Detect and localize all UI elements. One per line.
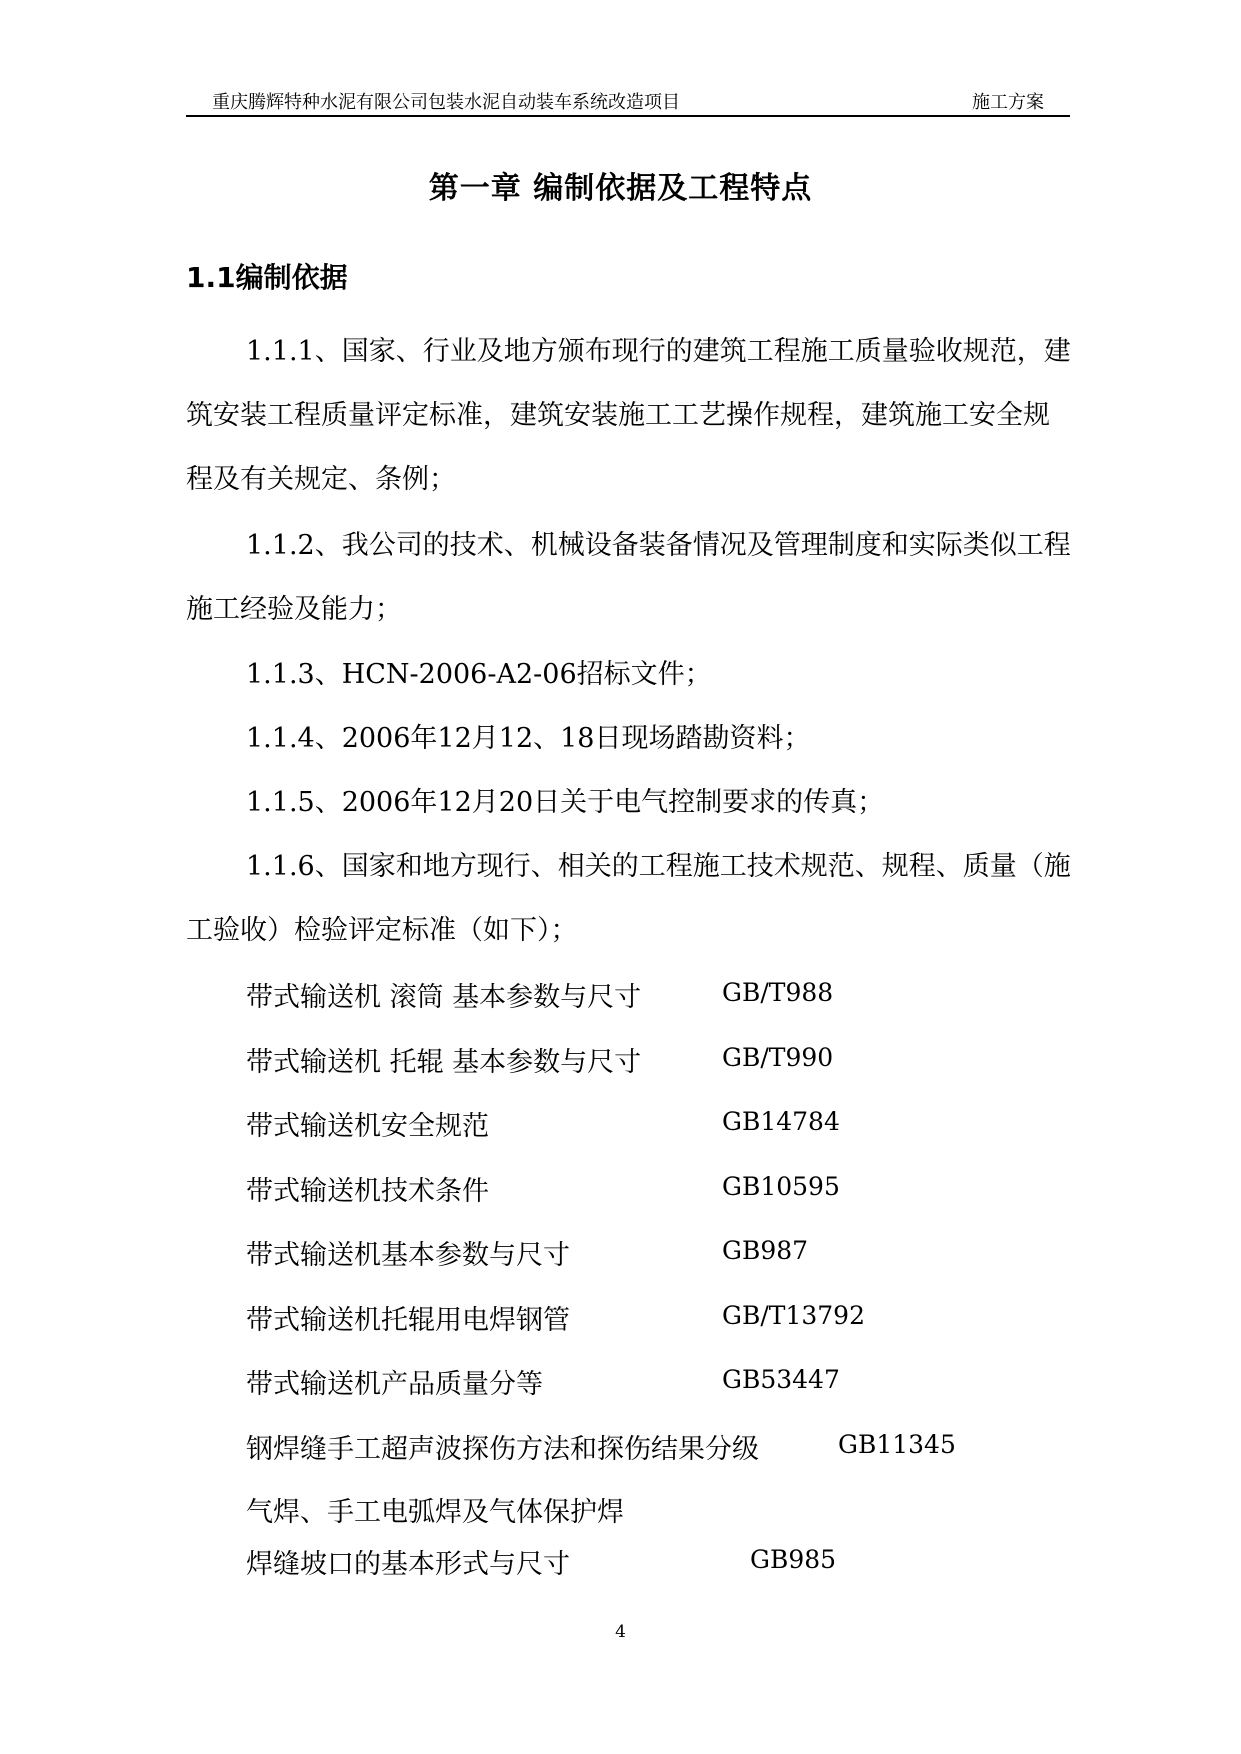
page-header-project: 重庆腾辉特种水泥有限公司包装水泥自动装车系统改造项目: [212, 92, 680, 113]
paragraph-1-1-1: [186, 320, 1076, 512]
standard-code: GB10595: [722, 1172, 840, 1201]
standard-name: 钢焊缝手工超声波探伤方法和探伤结果分级: [246, 1434, 759, 1465]
standard-name: 带式输送机托辊用电焊钢管: [246, 1305, 570, 1336]
standard-name: 气焊、手工电弧焊及气体保护焊: [246, 1497, 624, 1528]
chapter-title: 第一章 编制依据及工程特点: [428, 171, 813, 206]
standard-code: GB/T988: [722, 978, 834, 1007]
standard-name: 带式输送机 托辊 基本参数与尺寸: [246, 1047, 642, 1078]
standard-code: GB11345: [838, 1430, 956, 1459]
paragraph-1-1-2: [186, 514, 1076, 642]
standard-code: GB987: [722, 1236, 809, 1265]
standard-name: 带式输送机基本参数与尺寸: [246, 1240, 570, 1271]
standard-code: GB53447: [722, 1365, 840, 1394]
section-title: 1.1编制依据: [186, 261, 348, 294]
page-number: 4: [615, 1622, 626, 1642]
standard-name: 带式输送机 滚筒 基本参数与尺寸: [246, 982, 642, 1013]
standard-name: 带式输送机安全规范: [246, 1111, 489, 1142]
standard-code: GB14784: [722, 1107, 840, 1136]
standard-name: 带式输送机产品质量分等: [246, 1369, 543, 1400]
page-header-doc-type: 施工方案: [972, 92, 1044, 113]
paragraph-text: 1.1.3、HCN-2006-A2-06招标文件；: [246, 659, 712, 690]
standard-name: 焊缝坡口的基本形式与尺寸: [246, 1549, 570, 1580]
paragraph-text: 1.1.2、我公司的技术、机械设备装备情况及管理制度和实际类似工程施工经验及能力；: [186, 530, 1071, 625]
paragraph-text: 1.1.6、国家和地方现行、相关的工程施工技术规范、规程、质量（施工验收）检验评定标准（如下）；: [186, 851, 1071, 946]
standard-code: GB985: [750, 1545, 837, 1574]
standard-code: GB/T990: [722, 1043, 834, 1072]
standard-code: GB/T13792: [722, 1301, 865, 1330]
paragraph-1-1-4: [186, 707, 1076, 771]
paragraph-text: 1.1.1、国家、行业及地方颁布现行的建筑工程施工质量验收规范，建筑安装工程质量评定标准，建筑安装施工工艺操作规程，建筑施工安全规程及有关规定、条例；: [186, 336, 1071, 495]
header-rule: [186, 115, 1070, 117]
paragraph-1-1-6: [186, 835, 1076, 963]
standard-name: 带式输送机技术条件: [246, 1176, 489, 1207]
paragraph-text: 1.1.5、2006年12月20日关于电气控制要求的传真；: [246, 787, 885, 818]
paragraph-text: 1.1.4、2006年12月12、18日现场踏勘资料；: [246, 723, 811, 754]
paragraph-1-1-3: [186, 643, 1076, 707]
paragraph-1-1-5: [186, 771, 1076, 835]
